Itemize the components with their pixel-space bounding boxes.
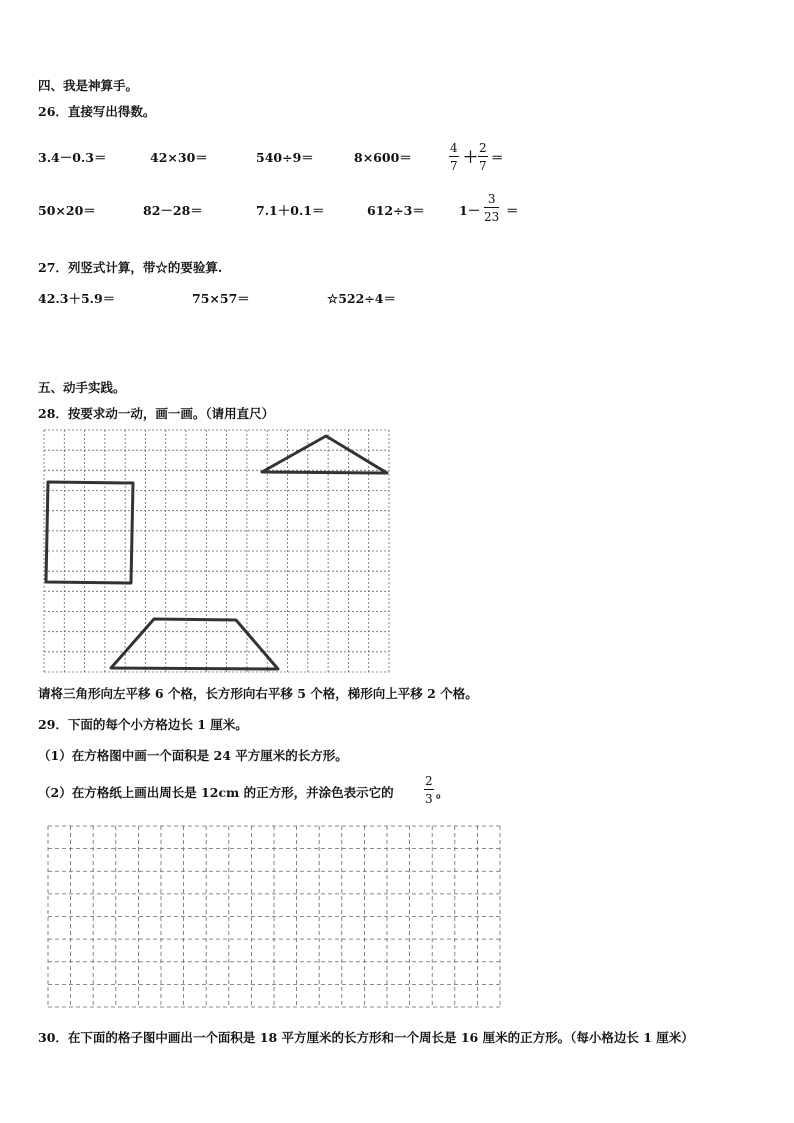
question-26-title: 26．直接写出得数。 <box>38 104 156 119</box>
calc-item: 42×30＝ <box>150 150 208 165</box>
calc-item: 50×20＝ <box>38 203 96 218</box>
vertical-calc-item: 42.3＋5.9＝ <box>38 291 116 306</box>
fraction-three-twentythirds: 3 23 <box>484 192 500 224</box>
calc-item: 82－28＝ <box>143 203 203 218</box>
section-4-heading: 四、我是神算手。 <box>38 78 139 93</box>
vertical-calc-item: 75×57＝ <box>192 291 250 306</box>
fraction-two-sevenths: 2 7 <box>479 141 487 173</box>
square-grid <box>48 826 500 1007</box>
question-29-part-1: （1）在方格图中画一个面积是 24 平方厘米的长方形。 <box>38 748 348 763</box>
equals-sign: ＝ <box>506 203 519 218</box>
triangle-shape <box>262 436 387 473</box>
question-27-title: 27．列竖式计算，带☆的要验算. <box>38 260 223 275</box>
calc-item: 540÷9＝ <box>256 150 314 165</box>
question-29-part-2: （2）在方格纸上画出周长是 12cm 的正方形，并涂色表示它的 <box>38 785 394 800</box>
trapezoid-shape <box>111 619 278 669</box>
question-30-title: 30．在下面的格子图中画出一个面积是 18 平方厘米的长方形和一个周长是 16 厘米的正方形。（每小格边长 1 厘米） <box>38 1030 694 1045</box>
one-minus: 1－ <box>459 203 481 218</box>
fraction-two-thirds: 2 3 <box>425 774 433 806</box>
question-28-instruction: 请将三角形向左平移 6 个格，长方形向右平移 5 个格，梯形向上平移 2 个格。 <box>38 686 478 701</box>
vertical-calc-item: ☆522÷4＝ <box>327 291 396 306</box>
question-28-title: 28．按要求动一动，画一画。（请用直尺） <box>38 406 275 421</box>
period: 。 <box>436 785 449 800</box>
question-29-title: 29．下面的每个小方格边长 1 厘米。 <box>38 717 248 732</box>
fraction-four-sevenths: 4 7 <box>450 141 458 173</box>
section-5-heading: 五、动手实践。 <box>38 380 126 395</box>
equals-sign: ＝ <box>491 150 504 165</box>
rectangle-shape <box>46 482 133 583</box>
translation-grid <box>44 430 389 672</box>
calc-item: 7.1＋0.1＝ <box>256 203 325 218</box>
calc-item: 612÷3＝ <box>367 203 425 218</box>
plus-operator: ＋ <box>463 148 479 166</box>
calc-item: 3.4－0.3＝ <box>38 150 107 165</box>
calc-item: 8×600＝ <box>354 150 412 165</box>
